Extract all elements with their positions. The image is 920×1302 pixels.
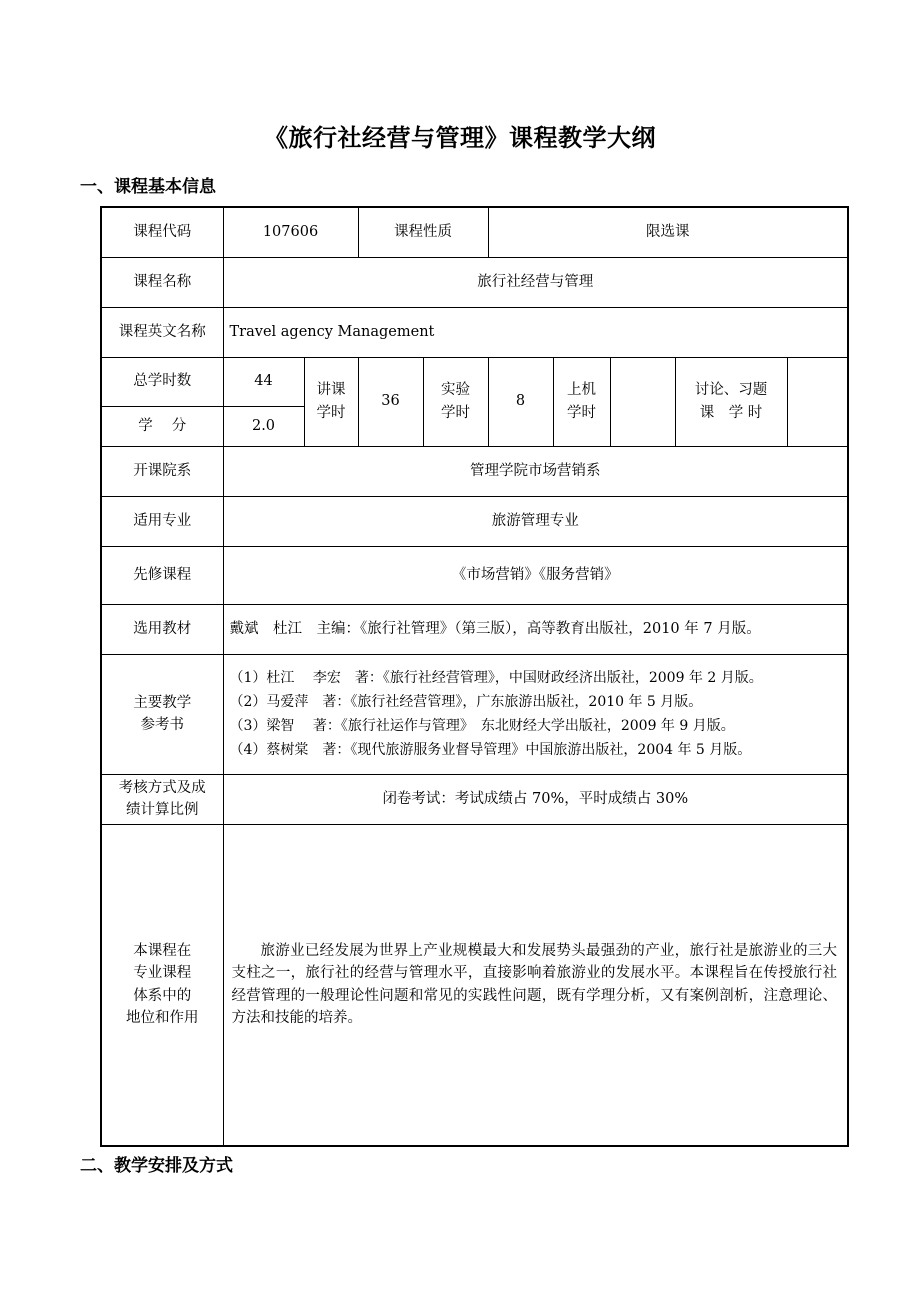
table-row bbox=[101, 257, 848, 307]
computer-hours-label-line2: 学时 bbox=[567, 404, 597, 421]
computer-hours-label bbox=[553, 357, 610, 446]
course-code-value: 107606 bbox=[223, 207, 358, 257]
assessment-label-line2: 绩计算比例 bbox=[126, 802, 199, 818]
assessment-label bbox=[101, 774, 223, 824]
table-row bbox=[101, 357, 848, 406]
table-row bbox=[101, 774, 848, 824]
table-row bbox=[101, 446, 848, 496]
references-label-line1: 主要教学 bbox=[133, 694, 192, 711]
discussion-hours-label-line2: 课 学 时 bbox=[699, 404, 763, 421]
course-role-label-line4: 地位和作用 bbox=[126, 1010, 199, 1027]
table-row bbox=[101, 496, 848, 546]
total-hours-label: 总学时数 bbox=[101, 357, 223, 406]
section-heading-teaching-arrangement: 二、教学安排及方式 bbox=[80, 1156, 233, 1176]
major-label: 适用专业 bbox=[101, 496, 223, 546]
list-item: （2）马爱萍 著：《旅行社经营管理》，广东旅游出版社，2010 年 5 月版。 bbox=[229, 694, 703, 710]
references-list bbox=[223, 654, 848, 774]
document-title: 《旅行社经营与管理》课程教学大纲 bbox=[264, 124, 656, 152]
lab-hours-label bbox=[423, 357, 488, 446]
table-row bbox=[101, 207, 848, 257]
department-value: 管理学院市场营销系 bbox=[223, 446, 848, 496]
course-nature-value: 限选课 bbox=[488, 207, 848, 257]
discussion-hours-label bbox=[675, 357, 787, 446]
course-english-name-label: 课程英文名称 bbox=[101, 307, 223, 357]
discussion-hours-label-line1: 讨论、习题 bbox=[694, 382, 768, 399]
major-value: 旅游管理专业 bbox=[223, 496, 848, 546]
table-row bbox=[101, 824, 848, 1146]
lab-hours-value: 8 bbox=[488, 357, 553, 446]
table-row bbox=[101, 604, 848, 654]
table-row bbox=[101, 307, 848, 357]
assessment-label-line1: 考核方式及成 bbox=[118, 779, 206, 796]
references-label-line2: 参考书 bbox=[140, 717, 184, 733]
lecture-hours-value: 36 bbox=[358, 357, 423, 446]
credits-label: 学 分 bbox=[101, 406, 223, 446]
prerequisite-value: 《市场营销》《服务营销》 bbox=[223, 546, 848, 604]
credits-value: 2.0 bbox=[223, 406, 304, 446]
course-role-label bbox=[101, 824, 223, 1146]
list-item: （1）杜江 李宏 著：《旅行社经营管理》，中国财政经济出版社，2009 年 2 月版。 bbox=[229, 670, 763, 686]
table-row bbox=[101, 654, 848, 774]
prerequisite-label: 先修课程 bbox=[101, 546, 223, 604]
course-name-label: 课程名称 bbox=[101, 257, 223, 307]
course-role-label-line2: 专业课程 bbox=[133, 965, 192, 982]
computer-hours-value bbox=[610, 357, 675, 446]
course-code-label: 课程代码 bbox=[101, 207, 223, 257]
section-heading-basic-info: 一、课程基本信息 bbox=[80, 177, 216, 197]
total-hours-value: 44 bbox=[223, 357, 304, 406]
course-role-text: 旅游业已经发展为世界上产业规模最大和发展势头最强劲的产业，旅行社是旅游业的三大支柱之一，旅行社的经营与管理水平，直接影响着旅游业的发展水平。本课程旨在传授旅行社经营管理的一般理论性问题和常见的实践性问题，既有学理分析，又有案例剖析，注意理论、方法和技能的培养。 bbox=[223, 824, 848, 1146]
list-item: （3）梁智 著：《旅行社运作与管理》 东北财经大学出版社，2009 年 9 月版。 bbox=[229, 718, 735, 734]
course-role-label-line1: 本课程在 bbox=[133, 942, 192, 959]
lab-hours-label-line1: 实验 bbox=[441, 382, 471, 399]
lecture-hours-label-line2: 学时 bbox=[316, 404, 346, 421]
assessment-value: 闭卷考试：考试成绩占 70%，平时成绩占 30% bbox=[223, 774, 848, 824]
discussion-hours-value bbox=[787, 357, 848, 446]
course-english-name-value: Travel agency Management bbox=[223, 307, 848, 357]
lecture-hours-label bbox=[304, 357, 358, 446]
course-info-table bbox=[100, 206, 849, 1147]
references-label bbox=[101, 654, 223, 774]
list-item: （4）蔡树棠 著：《现代旅游服务业督导管理》中国旅游出版社，2004 年 5 月版。 bbox=[229, 742, 752, 758]
textbook-label: 选用教材 bbox=[101, 604, 223, 654]
lab-hours-label-line2: 学时 bbox=[441, 404, 471, 421]
course-name-value: 旅行社经营与管理 bbox=[223, 257, 848, 307]
department-label: 开课院系 bbox=[101, 446, 223, 496]
course-nature-label: 课程性质 bbox=[358, 207, 488, 257]
course-role-label-line3: 体系中的 bbox=[133, 987, 192, 1004]
computer-hours-label-line1: 上机 bbox=[567, 382, 597, 399]
lecture-hours-label-line1: 讲课 bbox=[316, 382, 346, 399]
textbook-value: 戴斌 杜江 主编：《旅行社管理》（第三版），高等教育出版社，2010 年 7 月版。 bbox=[223, 604, 848, 654]
table-row bbox=[101, 546, 848, 604]
